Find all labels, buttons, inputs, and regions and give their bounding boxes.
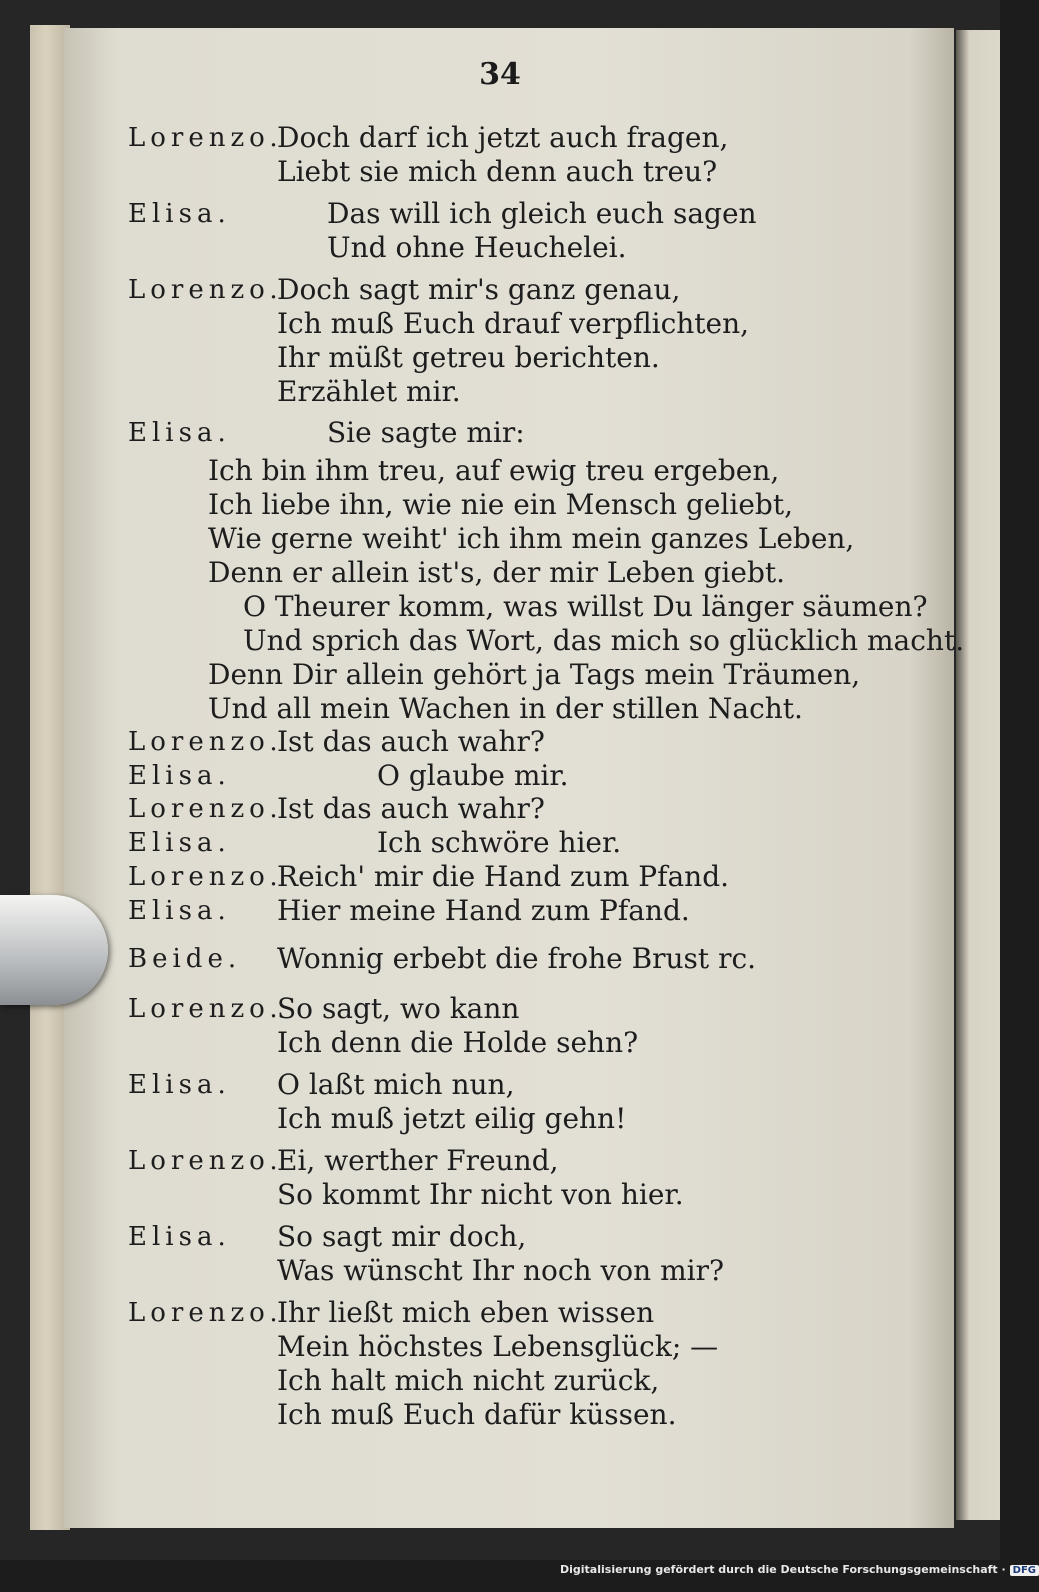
credit-text: Digitalisierung gefördert durch die Deutsche Forschungsgemeinschaft · bbox=[560, 1563, 1006, 1576]
dfg-logo: DFG bbox=[1010, 1565, 1039, 1576]
page-clip bbox=[0, 895, 108, 1005]
dialog-line: Wonnig erbebt die frohe Brust rc. bbox=[277, 942, 757, 975]
dialog-line: Reich' mir die Hand zum Pfand. bbox=[277, 860, 730, 893]
verse-line: Erzählet mir. bbox=[277, 375, 461, 408]
verse-line: Ich muß Euch drauf verpflichten, bbox=[277, 307, 750, 340]
digitization-credit bbox=[560, 1563, 1037, 1587]
dialog-line: Ich schwöre hier. bbox=[377, 826, 622, 859]
song-line: O Theurer komm, was willst Du länger säumen? bbox=[243, 590, 928, 623]
page-number: 34 bbox=[479, 57, 521, 92]
speaker-label: Elisa. bbox=[128, 199, 231, 229]
song-line: Ich bin ihm treu, auf ewig treu ergeben, bbox=[208, 454, 780, 487]
song-line: Denn Dir allein gehört ja Tags mein Träumen, bbox=[208, 658, 861, 691]
song-line: Denn er allein ist's, der mir Leben giebt. bbox=[208, 556, 786, 589]
speaker-label: Elisa. bbox=[128, 828, 231, 858]
verse-line: Doch darf ich jetzt auch fragen, bbox=[277, 121, 729, 154]
song-line: Wie gerne weiht' ich ihm mein ganzes Leben, bbox=[208, 522, 855, 555]
verse-line: Das will ich gleich euch sagen bbox=[327, 197, 757, 230]
verse-line: So kommt Ihr nicht von hier. bbox=[277, 1178, 684, 1211]
verse-line: Ei, werther Freund, bbox=[277, 1144, 559, 1177]
verse-line: Was wünscht Ihr noch von mir? bbox=[277, 1254, 724, 1287]
speaker-label: Elisa. bbox=[128, 896, 231, 926]
speaker-label: Elisa. bbox=[128, 418, 231, 448]
speaker-label: Lorenzo. bbox=[128, 862, 283, 892]
dialog-line: Ist das auch wahr? bbox=[277, 725, 545, 758]
song-line: Ich liebe ihn, wie nie ein Mensch geliebt, bbox=[208, 488, 793, 521]
speaker-label: Lorenzo. bbox=[128, 1146, 283, 1176]
dialog-line: Hier meine Hand zum Pfand. bbox=[277, 894, 690, 927]
verse-line: So sagt mir doch, bbox=[277, 1220, 527, 1253]
verse-line: Sie sagte mir: bbox=[327, 416, 525, 449]
verse-line: Ich muß jetzt eilig gehn! bbox=[277, 1102, 627, 1135]
speaker-label: Lorenzo. bbox=[128, 123, 283, 153]
verse-line: Ich denn die Holde sehn? bbox=[277, 1026, 639, 1059]
verse-line: O laßt mich nun, bbox=[277, 1068, 515, 1101]
verse-line: Und ohne Heuchelei. bbox=[327, 231, 627, 264]
verse-line: Doch sagt mir's ganz genau, bbox=[277, 273, 681, 306]
song-line: Und sprich das Wort, das mich so glücklich macht. bbox=[243, 624, 965, 657]
speaker-label: Lorenzo. bbox=[128, 727, 283, 757]
speaker-label: Elisa. bbox=[128, 1070, 231, 1100]
speaker-label: Lorenzo. bbox=[128, 794, 283, 824]
next-page-edge bbox=[956, 30, 1000, 1520]
verse-line: Ich muß Euch dafür küssen. bbox=[277, 1398, 677, 1431]
dialog-line: Ist das auch wahr? bbox=[277, 792, 545, 825]
song-line: Und all mein Wachen in der stillen Nacht. bbox=[208, 692, 803, 725]
speaker-label: Elisa. bbox=[128, 1222, 231, 1252]
verse-line: Ich halt mich nicht zurück, bbox=[277, 1364, 660, 1397]
speaker-label: Beide. bbox=[128, 944, 242, 974]
verse-line: Ihr ließt mich eben wissen bbox=[277, 1296, 655, 1329]
speaker-label: Lorenzo. bbox=[128, 275, 283, 305]
verse-line: Mein höchstes Lebensglück; — bbox=[277, 1330, 719, 1363]
speaker-label: Lorenzo. bbox=[128, 994, 283, 1024]
verse-line: Liebt sie mich denn auch treu? bbox=[277, 155, 718, 188]
speaker-label: Elisa. bbox=[128, 761, 231, 791]
verse-line: So sagt, wo kann bbox=[277, 992, 520, 1025]
dialog-line: O glaube mir. bbox=[377, 759, 569, 792]
speaker-label: Lorenzo. bbox=[128, 1298, 283, 1328]
verse-line: Ihr müßt getreu berichten. bbox=[277, 341, 660, 374]
